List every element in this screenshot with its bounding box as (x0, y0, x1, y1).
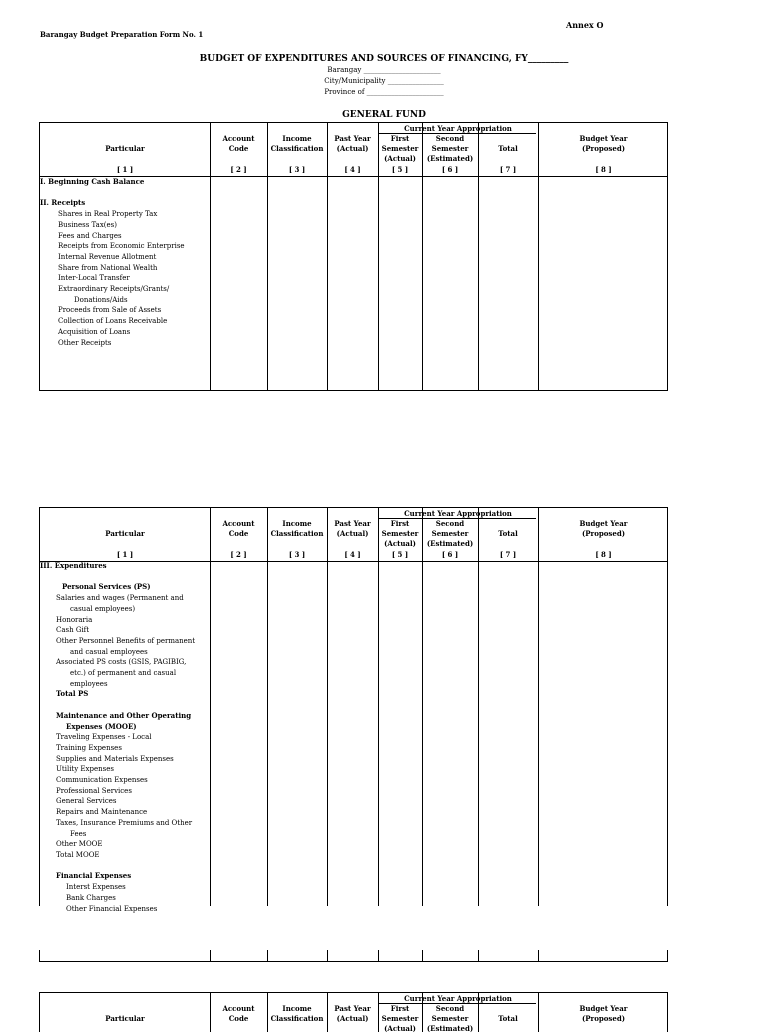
header-account-code (210, 1004, 267, 1024)
particular-row: III. Expenditures (40, 561, 107, 570)
column-divider (378, 950, 379, 961)
header-line: (Proposed) (581, 144, 626, 153)
header-budget-year (538, 519, 669, 539)
particular-row: Shares in Real Property Tax (58, 210, 158, 219)
header-line: Total (498, 144, 518, 153)
header-line: Classification (270, 144, 324, 153)
header-line: Particular (105, 529, 145, 538)
form-number: Barangay Budget Preparation Form No. 1 (40, 30, 204, 39)
particular-row: Collection of Loans Receivable (58, 317, 168, 326)
header-line: Total (498, 529, 518, 538)
header-line: Semester (431, 144, 469, 153)
particular-row: Maintenance and Other Operating (56, 710, 192, 720)
header-line: Second (435, 519, 465, 528)
particular-row: and casual employees (70, 647, 148, 656)
particular-row: Inter-Local Transfer (58, 274, 130, 283)
column-divider (478, 508, 479, 906)
column-divider (210, 508, 211, 906)
column-divider (327, 123, 328, 390)
header-budget-year (538, 134, 669, 154)
column-divider (478, 123, 479, 390)
header-line: Semester (381, 529, 419, 538)
particular-row: Donations/Aids (74, 295, 128, 304)
header-line: (Estimated) (426, 539, 474, 548)
header-first-sem (378, 134, 422, 164)
particular-list (40, 177, 210, 348)
header-line: Account (222, 1004, 255, 1013)
particular-row: Other Receipts (58, 338, 112, 347)
particular-row: Other MOOE (56, 840, 103, 849)
header-line: (Estimated) (426, 1024, 474, 1033)
particular-row: I. Beginning Cash Balance (40, 177, 145, 186)
column-number: [ 3 ] (288, 550, 306, 559)
particular-row: Taxes, Insurance Premiums and Other (56, 818, 193, 827)
particular-row: Total PS (56, 689, 89, 699)
receipts-table (39, 122, 668, 391)
barangay-line: Barangay ______________________ (327, 66, 441, 74)
header-line: Particular (105, 144, 145, 153)
continuation-strip (39, 950, 668, 962)
particular-row: Total MOOE (56, 850, 100, 859)
fund-title: GENERAL FUND (342, 110, 426, 120)
header-line: Code (228, 144, 249, 153)
header-line: Second (435, 1004, 465, 1013)
particular-row (40, 700, 210, 711)
header-total (478, 529, 538, 539)
column-number: [ 4 ] (344, 550, 361, 559)
particular-row: Honoraria (56, 615, 93, 624)
header-line: Budget Year (579, 519, 628, 528)
particular-row: Salaries and wages (Permanent and (56, 594, 184, 603)
column-divider (538, 123, 539, 390)
header-line: (Actual) (336, 529, 369, 538)
header-line: Budget Year (579, 134, 628, 143)
header-line: Semester (381, 144, 419, 153)
column-number: [ 4 ] (344, 165, 361, 174)
header-particular (40, 529, 210, 539)
header-second-sem (422, 134, 478, 164)
header-line: Particular (105, 1014, 145, 1023)
column-number: [ 6 ] (441, 550, 459, 559)
header-line: Total (498, 1014, 518, 1023)
city-line: City/Municipality ________________ (324, 77, 444, 85)
annex-label: Annex O (566, 20, 604, 30)
header-account-code (210, 134, 267, 154)
header-line: First (390, 134, 410, 143)
header-line: Semester (431, 529, 469, 538)
table-continued (39, 992, 668, 1032)
particular-row: II. Receipts (40, 198, 86, 208)
header-income-class (267, 1004, 327, 1024)
header-line: First (390, 519, 410, 528)
column-number: [ 1 ] (116, 165, 134, 174)
cya-header: Current Year Appropriation (404, 124, 512, 133)
header-first-sem (378, 519, 422, 549)
header-second-sem (422, 519, 478, 549)
particular-row: Expenses (MOOE) (66, 721, 137, 731)
particular-row: Business Tax(es) (58, 220, 117, 229)
particular-row: Associated PS costs (GSIS, PAGIBIG, (56, 658, 187, 667)
column-number: [ 2 ] (230, 550, 247, 559)
cya-header: Current Year Appropriation (404, 994, 512, 1003)
header-line: Income (282, 1004, 312, 1013)
header-line: Semester (431, 1014, 469, 1023)
header-past-year (327, 134, 378, 154)
header-line: (Actual) (336, 144, 369, 153)
header-income-class (267, 134, 327, 154)
header-line: Second (435, 134, 465, 143)
column-divider (267, 950, 268, 961)
column-divider (267, 508, 268, 906)
column-number: [ 5 ] (391, 165, 409, 174)
header-line: (Proposed) (581, 1014, 626, 1023)
particular-row: Proceeds from Sale of Assets (58, 306, 162, 315)
column-number: [ 7 ] (499, 550, 517, 559)
column-divider (327, 950, 328, 961)
column-number: [ 3 ] (288, 165, 306, 174)
column-divider (422, 950, 423, 961)
particular-row: Cash Gift (56, 626, 90, 635)
header-line: Past Year (334, 519, 371, 528)
particular-row (40, 572, 210, 583)
column-divider (210, 950, 211, 961)
header-line: Classification (270, 529, 324, 538)
particular-row: Extraordinary Receipts/Grants/ (58, 285, 170, 294)
header-line: Account (222, 134, 255, 143)
header-particular (40, 1014, 210, 1024)
header-line: (Actual) (384, 154, 416, 163)
header-line: Code (228, 1014, 249, 1023)
expenditures-table (39, 507, 668, 913)
particular-row: Supplies and Materials Expenses (56, 754, 174, 763)
document-title: BUDGET OF EXPENDITURES AND SOURCES OF FINANCING, FY_________ (199, 54, 569, 64)
particular-row: Other Financial Expenses (66, 904, 158, 913)
particular-row: Acquisition of Loans (58, 327, 131, 336)
header-total (478, 1014, 538, 1024)
particular-row: Fees and Charges (58, 231, 122, 240)
particular-row: Fees (70, 829, 87, 838)
province-line: Province of ______________________ (324, 88, 444, 96)
particular-row: Utility Expenses (56, 765, 114, 774)
particular-row: employees (70, 679, 108, 688)
column-divider (478, 950, 479, 961)
particular-row: Receipts from Economic Enterprise (58, 242, 185, 251)
header-budget-year (538, 1004, 669, 1024)
column-number: [ 5 ] (391, 550, 409, 559)
column-number: [ 6 ] (441, 165, 459, 174)
header-line: Account (222, 519, 255, 528)
column-number: [ 7 ] (499, 165, 517, 174)
header-income-class (267, 519, 327, 539)
column-divider (538, 508, 539, 906)
particular-row: Financial Expenses (56, 871, 132, 881)
column-divider (267, 123, 268, 390)
particular-row: General Services (56, 797, 117, 806)
column-number: [ 8 ] (595, 550, 612, 559)
particular-row: Share from National Wealth (58, 263, 158, 272)
header-first-sem (378, 1004, 422, 1034)
particular-row: Communication Expenses (56, 776, 148, 785)
particular-row: Professional Services (56, 786, 132, 795)
column-number: [ 8 ] (595, 165, 612, 174)
header-line: Income (282, 519, 312, 528)
header-line: (Actual) (384, 539, 416, 548)
column-divider (538, 950, 539, 961)
particular-row: Traveling Expenses - Local (56, 733, 152, 742)
column-divider (422, 508, 423, 906)
header-past-year (327, 1004, 378, 1024)
header-line: Past Year (334, 1004, 371, 1013)
column-number: [ 2 ] (230, 165, 247, 174)
particular-row: Bank Charges (66, 893, 116, 902)
header-line: (Actual) (384, 1024, 416, 1033)
column-divider (210, 123, 211, 390)
column-divider (378, 508, 379, 906)
particular-row: Internal Revenue Allotment (58, 252, 157, 261)
particular-row: Training Expenses (56, 743, 122, 752)
header-past-year (327, 519, 378, 539)
header-line: Semester (381, 1014, 419, 1023)
header-line: (Proposed) (581, 529, 626, 538)
header-line: Code (228, 529, 249, 538)
header-total (478, 144, 538, 154)
header-line: Budget Year (579, 1004, 628, 1013)
header-second-sem (422, 1004, 478, 1034)
header-particular (40, 144, 210, 154)
header-account-code (210, 519, 267, 539)
header-line: (Actual) (336, 1014, 369, 1023)
cya-header: Current Year Appropriation (404, 509, 512, 518)
header-line: First (390, 1004, 410, 1013)
column-divider (327, 508, 328, 906)
header-line: Classification (270, 1014, 324, 1023)
particular-row: etc.) of permanent and casual (70, 669, 177, 678)
particular-row (40, 188, 210, 199)
particular-row: Interst Expenses (66, 883, 126, 892)
particular-row: Personal Services (PS) (62, 582, 151, 592)
particular-row (40, 861, 210, 872)
particular-list (40, 561, 210, 914)
header-line: Income (282, 134, 312, 143)
header-line: (Estimated) (426, 154, 474, 163)
particular-row: casual employees) (70, 604, 136, 613)
header-line: Past Year (334, 134, 371, 143)
particular-row: Repairs and Maintenance (56, 808, 148, 817)
column-number: [ 1 ] (116, 550, 134, 559)
particular-row: Other Personnel Benefits of permanent (56, 636, 196, 645)
